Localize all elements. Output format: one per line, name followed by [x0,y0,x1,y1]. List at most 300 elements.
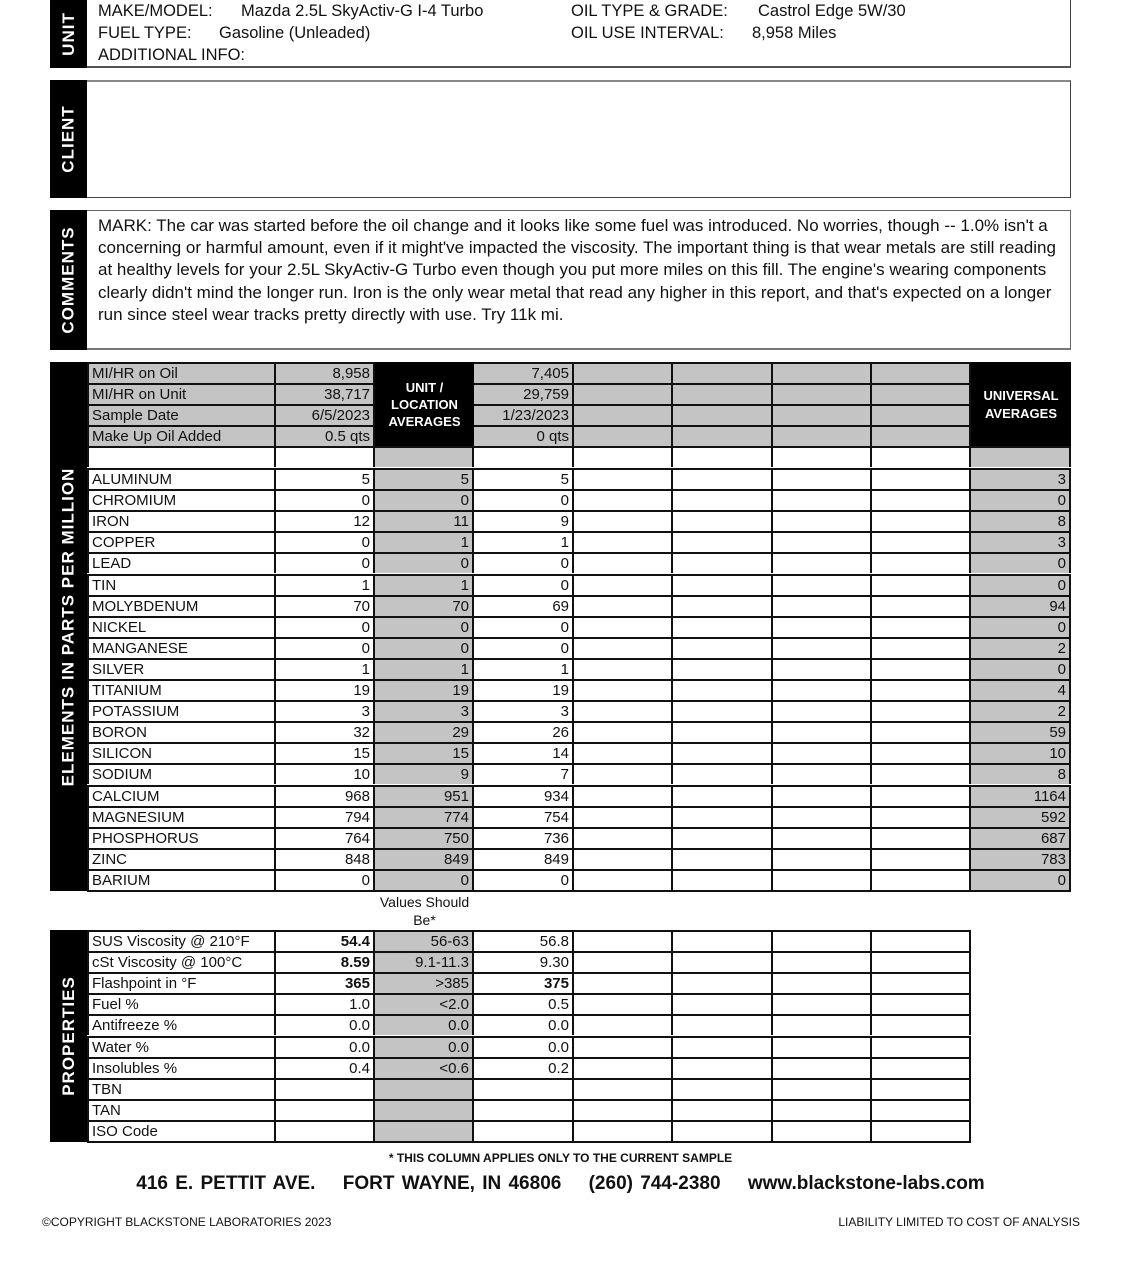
property-should-be-value [375,1120,474,1143]
empty-cell [773,489,872,510]
empty-cell [574,1099,673,1120]
empty-cell [773,1099,872,1120]
empty-sample-cell [872,383,971,404]
empty-cell [773,552,872,573]
empty-cell [673,552,773,573]
element-current-value: 848 [276,848,375,869]
element-universal-average: 0 [971,489,1071,510]
element-current-value: 0 [276,869,375,892]
element-previous-value: 14 [474,742,574,763]
element-previous-value: 849 [474,848,574,869]
oil-type-value: Castrol Edge 5W/30 [758,2,906,20]
empty-cell [673,993,773,1014]
element-name: CALCIUM [87,785,276,806]
empty-cell [574,637,673,658]
empty-cell [872,658,971,679]
empty-cell [673,763,773,784]
make-model-row [98,2,483,21]
empty-cell [673,806,773,827]
previous-sample-value: 1/23/2023 [474,404,574,425]
empty-cell [872,993,971,1014]
property-should-be-value [375,1099,474,1120]
empty-sample-cell [574,362,673,383]
city: FORT WAYNE, IN 46806 [342,1173,562,1194]
property-current-value: 0.0 [276,1036,375,1057]
empty-cell [276,446,375,467]
element-name: ZINC [87,848,276,869]
oil-interval-value: 8,958 Miles [752,24,837,42]
empty-cell [574,785,673,806]
property-should-be-value: <0.6 [375,1057,474,1078]
element-universal-average: 0 [971,869,1071,892]
empty-cell [673,616,773,637]
empty-cell [872,1120,971,1143]
element-unit-average: 0 [375,616,474,637]
empty-cell [574,742,673,763]
empty-cell [872,700,971,721]
empty-sample-cell [773,404,872,425]
empty-cell [574,489,673,510]
empty-cell [773,1057,872,1078]
empty-cell [971,446,1071,467]
element-unit-average: 1 [375,658,474,679]
element-current-value: 32 [276,721,375,742]
empty-cell [872,446,971,467]
element-current-value: 1 [276,574,375,595]
empty-cell [574,806,673,827]
sample-info-label: Make Up Oil Added [87,425,276,446]
element-current-value: 0 [276,637,375,658]
empty-sample-cell [872,362,971,383]
element-previous-value: 0 [474,552,574,573]
property-should-be-value: 0.0 [375,1036,474,1057]
empty-cell [773,595,872,616]
empty-cell [872,679,971,700]
element-current-value: 968 [276,785,375,806]
property-previous-value [474,1099,574,1120]
empty-cell [673,658,773,679]
element-current-value: 12 [276,510,375,531]
footnote: * THIS COLUMN APPLIES ONLY TO THE CURRENT SAMPLE [388,1151,733,1165]
empty-cell [673,869,773,892]
empty-cell [673,595,773,616]
empty-cell [872,637,971,658]
empty-cell [574,679,673,700]
element-name: NICKEL [87,616,276,637]
element-universal-average: 8 [971,510,1071,531]
element-current-value: 764 [276,827,375,848]
property-name: Water % [87,1036,276,1057]
element-unit-average: 0 [375,489,474,510]
empty-cell [574,827,673,848]
property-name: Antifreeze % [87,1014,276,1035]
property-previous-value: 56.8 [474,930,574,951]
empty-cell [87,446,276,467]
empty-sample-cell [673,383,773,404]
empty-cell [773,993,872,1014]
property-previous-value: 0.0 [474,1014,574,1035]
empty-cell [773,930,872,951]
empty-cell [872,1057,971,1078]
element-universal-average: 0 [971,552,1071,573]
property-current-value: 0.4 [276,1057,375,1078]
elements-section-label [50,362,87,891]
empty-cell [773,742,872,763]
empty-cell [872,742,971,763]
property-previous-value [474,1120,574,1143]
property-current-value: 0.0 [276,1014,375,1035]
element-previous-value: 0 [474,616,574,637]
empty-cell [773,468,872,489]
empty-cell [574,993,673,1014]
street: 416 E. PETTIT AVE. [136,1173,316,1194]
empty-cell [673,446,773,467]
comments-section-label [50,210,87,350]
empty-cell [574,552,673,573]
element-unit-average: 774 [375,806,474,827]
element-previous-value: 9 [474,510,574,531]
empty-cell [872,552,971,573]
empty-sample-cell [574,404,673,425]
element-previous-value: 3 [474,700,574,721]
unit-location-averages-text: UNIT / LOCATION AVERAGES [388,380,461,429]
empty-cell [673,827,773,848]
element-universal-average: 1164 [971,785,1071,806]
empty-cell [673,951,773,972]
element-current-value: 15 [276,742,375,763]
empty-cell [773,785,872,806]
element-name: MANGANESE [87,637,276,658]
empty-sample-cell [673,362,773,383]
element-universal-average: 94 [971,595,1071,616]
element-previous-value: 0 [474,489,574,510]
empty-cell [574,763,673,784]
empty-sample-cell [574,425,673,446]
universal-averages-text: UNIVERSAL AVERAGES [983,387,1059,421]
empty-cell [673,679,773,700]
element-universal-average: 59 [971,721,1071,742]
phone: (260) 744-2380 [588,1173,721,1194]
property-previous-value [474,1078,574,1099]
sample-info-label: Sample Date [87,404,276,425]
element-name: IRON [87,510,276,531]
empty-cell [773,806,872,827]
element-universal-average: 0 [971,616,1071,637]
comments-text: MARK: The car was started before the oil change and it looks like some fuel was introduced. No worries, though -- 1.0% isn't a concerning or harmful amount, even if it might've impacted the viscosity. The important thing is that wear metals are still reading at healthy levels for your 2.5L SkyActiv-G Turbo even though you put more miles on this fill. The engine's wearing components clearly didn't mind the longer run. Iron is the only wear metal that read any higher in this report, and that's expected on a longer run since steel wear tracks pretty directly with use. Try 11k mi. [98,216,1056,324]
property-should-be-value: 56-63 [375,930,474,951]
element-previous-value: 736 [474,827,574,848]
empty-cell [574,1078,673,1099]
element-universal-average: 0 [971,658,1071,679]
element-previous-value: 934 [474,785,574,806]
universal-averages-header [971,362,1071,447]
empty-cell [574,951,673,972]
empty-cell [673,930,773,951]
element-name: ALUMINUM [87,468,276,489]
element-unit-average: 849 [375,848,474,869]
empty-cell [872,574,971,595]
element-previous-value: 0 [474,869,574,892]
empty-cell [872,848,971,869]
element-unit-average: 29 [375,721,474,742]
element-unit-average: 15 [375,742,474,763]
make-model-label: MAKE/MODEL: [98,2,213,20]
empty-cell [773,510,872,531]
property-name: TBN [87,1078,276,1099]
elements-label-text: ELEMENTS IN PARTS PER MILLION [58,467,78,786]
element-universal-average: 2 [971,637,1071,658]
empty-cell [773,763,872,784]
empty-cell [773,1078,872,1099]
element-current-value: 19 [276,679,375,700]
previous-sample-value: 7,405 [474,362,574,383]
element-current-value: 3 [276,700,375,721]
element-name: LEAD [87,552,276,573]
element-unit-average: 0 [375,552,474,573]
empty-cell [872,930,971,951]
element-name: TITANIUM [87,679,276,700]
empty-cell [574,972,673,993]
empty-cell [673,742,773,763]
empty-sample-cell [574,383,673,404]
empty-cell [673,531,773,552]
element-previous-value: 5 [474,468,574,489]
element-name: BORON [87,721,276,742]
empty-cell [773,679,872,700]
empty-cell [872,721,971,742]
property-previous-value: 0.0 [474,1036,574,1057]
element-universal-average: 783 [971,848,1071,869]
empty-sample-cell [773,383,872,404]
oil-type-label: OIL TYPE & GRADE: [571,2,728,20]
sample-info-label: MI/HR on Unit [87,383,276,404]
element-name: PHOSPHORUS [87,827,276,848]
element-universal-average: 592 [971,806,1071,827]
element-previous-value: 7 [474,763,574,784]
empty-cell [673,1099,773,1120]
copyright: ©COPYRIGHT BLACKSTONE LABORATORIES 2023 [42,1215,332,1229]
element-universal-average: 2 [971,700,1071,721]
element-current-value: 1 [276,658,375,679]
empty-cell [673,637,773,658]
element-name: MOLYBDENUM [87,595,276,616]
empty-cell [574,468,673,489]
property-should-be-value: 0.0 [375,1014,474,1035]
element-current-value: 10 [276,763,375,784]
element-name: SILICON [87,742,276,763]
previous-sample-value: 29,759 [474,383,574,404]
empty-cell [574,1057,673,1078]
empty-cell [872,468,971,489]
current-sample-value: 38,717 [276,383,375,404]
property-previous-value: 9.30 [474,951,574,972]
property-should-be-value: >385 [375,972,474,993]
property-name: SUS Viscosity @ 210°F [87,930,276,951]
empty-cell [872,510,971,531]
empty-cell [872,1099,971,1120]
empty-cell [574,658,673,679]
element-previous-value: 754 [474,806,574,827]
properties-label-text: PROPERTIES [58,976,78,1096]
empty-cell [773,721,872,742]
element-current-value: 794 [276,806,375,827]
property-current-value: 1.0 [276,993,375,1014]
oil-type-row [571,2,906,21]
empty-cell [673,848,773,869]
sample-info-label: MI/HR on Oil [87,362,276,383]
element-universal-average: 0 [971,574,1071,595]
empty-cell [872,763,971,784]
property-current-value: 365 [276,972,375,993]
element-unit-average: 9 [375,763,474,784]
element-current-value: 0 [276,489,375,510]
empty-cell [673,1014,773,1035]
empty-cell [673,785,773,806]
property-should-be-value: <2.0 [375,993,474,1014]
element-previous-value: 69 [474,595,574,616]
empty-cell [773,700,872,721]
empty-sample-cell [773,425,872,446]
empty-cell [574,510,673,531]
empty-cell [773,827,872,848]
element-unit-average: 951 [375,785,474,806]
property-current-value [276,1099,375,1120]
element-universal-average: 3 [971,531,1071,552]
empty-cell [673,721,773,742]
empty-cell [375,446,474,467]
empty-cell [872,531,971,552]
empty-cell [673,489,773,510]
element-previous-value: 1 [474,531,574,552]
element-previous-value: 1 [474,658,574,679]
current-sample-value: 0.5 qts [276,425,375,446]
element-universal-average: 4 [971,679,1071,700]
empty-cell [872,827,971,848]
property-previous-value: 0.5 [474,993,574,1014]
element-previous-value: 0 [474,574,574,595]
fuel-type-row [98,24,370,43]
oil-interval-label: OIL USE INTERVAL: [571,24,724,42]
unit-label-text: UNIT [58,12,78,56]
comments-label-text: COMMENTS [58,226,78,334]
property-current-value [276,1120,375,1143]
element-name: SILVER [87,658,276,679]
empty-cell [574,848,673,869]
empty-cell [872,616,971,637]
empty-cell [574,700,673,721]
empty-cell [773,531,872,552]
empty-cell [574,1014,673,1035]
client-section [50,80,1071,198]
property-should-be-value: 9.1-11.3 [375,951,474,972]
fuel-type-label: FUEL TYPE: [98,24,192,42]
empty-cell [673,1036,773,1057]
empty-cell [872,806,971,827]
properties-section-label [50,930,87,1142]
empty-sample-cell [773,362,872,383]
empty-sample-cell [872,425,971,446]
empty-cell [673,510,773,531]
empty-cell [872,869,971,892]
client-label-text: CLIENT [58,105,78,173]
empty-cell [673,1057,773,1078]
empty-cell [673,574,773,595]
property-name: Fuel % [87,993,276,1014]
empty-cell [773,951,872,972]
element-unit-average: 750 [375,827,474,848]
previous-sample-value: 0 qts [474,425,574,446]
property-name: Flashpoint in °F [87,972,276,993]
unit-section-label [50,0,87,68]
empty-cell [574,1036,673,1057]
oil-interval-row [571,24,836,43]
empty-cell [872,951,971,972]
element-name: SODIUM [87,763,276,784]
element-name: POTASSIUM [87,700,276,721]
empty-cell [872,1078,971,1099]
website-link[interactable]: www.blackstone-labs.com [747,1173,985,1194]
element-previous-value: 26 [474,721,574,742]
empty-cell [773,1036,872,1057]
element-universal-average: 687 [971,827,1071,848]
empty-cell [673,972,773,993]
property-current-value: 8.59 [276,951,375,972]
empty-cell [574,721,673,742]
empty-cell [574,616,673,637]
empty-cell [773,658,872,679]
property-current-value [276,1078,375,1099]
empty-cell [574,930,673,951]
property-name: Insolubles % [87,1057,276,1078]
element-name: COPPER [87,531,276,552]
property-name: TAN [87,1099,276,1120]
empty-cell [773,446,872,467]
empty-cell [673,700,773,721]
property-name: ISO Code [87,1120,276,1143]
client-section-label [50,80,87,198]
empty-cell [574,1120,673,1143]
additional-info-label: ADDITIONAL INFO: [98,46,245,64]
empty-cell [574,869,673,892]
values-should-be-header: Values Should Be* [379,894,470,928]
empty-cell [574,446,673,467]
element-current-value: 5 [276,468,375,489]
element-current-value: 0 [276,531,375,552]
empty-cell [773,574,872,595]
empty-sample-cell [673,425,773,446]
empty-cell [773,972,872,993]
empty-cell [872,1036,971,1057]
element-unit-average: 3 [375,700,474,721]
element-unit-average: 70 [375,595,474,616]
element-universal-average: 8 [971,763,1071,784]
empty-cell [872,1014,971,1035]
property-name: cSt Viscosity @ 100°C [87,951,276,972]
empty-cell [872,489,971,510]
property-previous-value: 375 [474,972,574,993]
empty-cell [773,616,872,637]
current-sample-value: 8,958 [276,362,375,383]
fuel-type-value: Gasoline (Unleaded) [219,24,371,42]
empty-cell [474,446,574,467]
empty-cell [773,1120,872,1143]
element-current-value: 0 [276,616,375,637]
element-unit-average: 0 [375,637,474,658]
empty-cell [574,574,673,595]
element-previous-value: 19 [474,679,574,700]
empty-cell [574,531,673,552]
empty-cell [872,972,971,993]
